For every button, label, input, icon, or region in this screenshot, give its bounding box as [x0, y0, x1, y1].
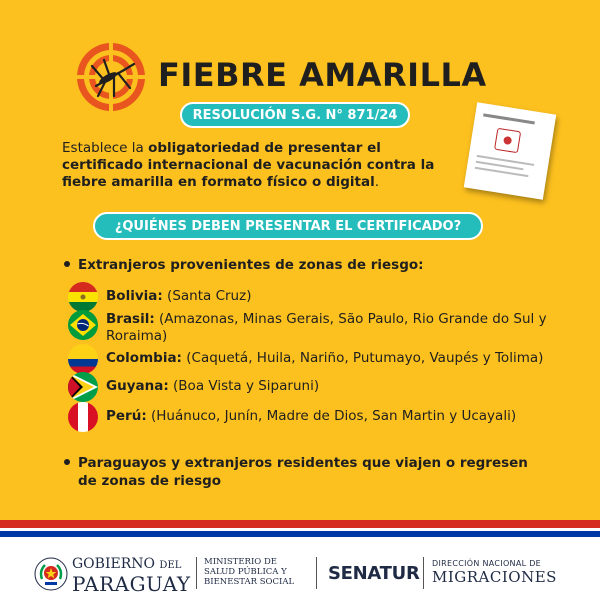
colombia-flag-icon: [68, 344, 98, 374]
senatur-logo: SENATUR: [328, 563, 420, 584]
bullet-dot: [64, 459, 70, 465]
bullet-residents-line2: de zonas de riesgo: [78, 473, 222, 489]
country-regions: (Huánuco, Junín, Madre de Dios, San Martin y Ucayali): [146, 408, 517, 424]
gov-line1: GOBIERNO: [72, 556, 155, 572]
bolivia-flag-icon: [68, 282, 98, 312]
certificate-heading-line: [483, 113, 535, 124]
question-banner: ¿QUIÉNES DEBEN PRESENTAR EL CERTIFICADO?: [93, 212, 483, 240]
intro-text: Establece la: [62, 140, 149, 156]
gov-del: DEL: [159, 560, 182, 571]
country-regions: (Amazonas, Minas Gerais, São Paulo, Rio Grande do Sul y Roraima): [106, 311, 547, 344]
ministry-line1: MINISTERIO DE: [204, 557, 278, 567]
institution-logos-footer: [0, 537, 600, 600]
guyana-flag-icon: [68, 372, 98, 402]
intro-paragraph: [62, 140, 462, 191]
paraguay-seal-icon: [34, 557, 68, 591]
bullet-foreigners-text: Extranjeros provenientes de zonas de riesgo:: [78, 257, 424, 273]
country-row-bolivia: [68, 282, 251, 312]
logo-divider: [423, 557, 424, 589]
bullet-foreigners: [64, 256, 424, 274]
resolution-badge: RESOLUCIÓN S.G. N° 871/24: [180, 102, 410, 128]
country-name: Perú:: [106, 408, 147, 424]
bullet-residents: [64, 454, 534, 490]
country-row-colombia: [68, 344, 543, 374]
certificate-document-image: [464, 102, 556, 199]
country-row-peru: [68, 402, 516, 432]
peru-flag-icon: [68, 402, 98, 432]
country-row-brasil: [68, 310, 558, 345]
gobierno-paraguay-logo: [72, 555, 191, 596]
mosquito-target-icon: [74, 40, 148, 114]
certificate-seal: [494, 128, 521, 153]
logo-divider: [316, 557, 317, 589]
gov-line2: PARAGUAY: [72, 572, 191, 596]
country-regions: (Caquetá, Huila, Nariño, Putumayo, Vaupés y Tolima): [181, 350, 544, 366]
page-title: FIEBRE AMARILLA: [158, 56, 487, 94]
bullet-dot: [64, 261, 70, 267]
country-name: Bolivia:: [106, 288, 163, 304]
bullet-residents-line1: Paraguayos y extranjeros residentes que viajen o regresen: [78, 455, 528, 471]
migraciones-logo: [432, 559, 557, 586]
country-name: Colombia:: [106, 350, 182, 366]
ministry-health-logo: [204, 557, 294, 587]
brazil-flag-icon: [68, 310, 98, 340]
dnm-line1: DIRECCIÓN NACIONAL DE: [432, 559, 542, 568]
country-name: Brasil:: [106, 311, 155, 327]
ministry-line2: SALUD PÚBLICA Y: [204, 567, 287, 577]
country-regions: (Santa Cruz): [162, 288, 252, 304]
flag-stripe-red: [0, 520, 600, 528]
intro-period: .: [374, 174, 380, 190]
logo-divider: [196, 557, 197, 589]
country-row-guyana: [68, 372, 319, 402]
ministry-line3: BIENESTAR SOCIAL: [204, 577, 295, 587]
country-name: Guyana:: [106, 378, 169, 394]
dnm-line2: MIGRACIONES: [432, 568, 557, 586]
intro-bold-text: obligatoriedad de presentar el certificado internacional de vacunación contra la fiebre amarilla en formato físico o digital: [62, 140, 435, 190]
country-regions: (Boa Vista y Siparuni): [168, 378, 320, 394]
